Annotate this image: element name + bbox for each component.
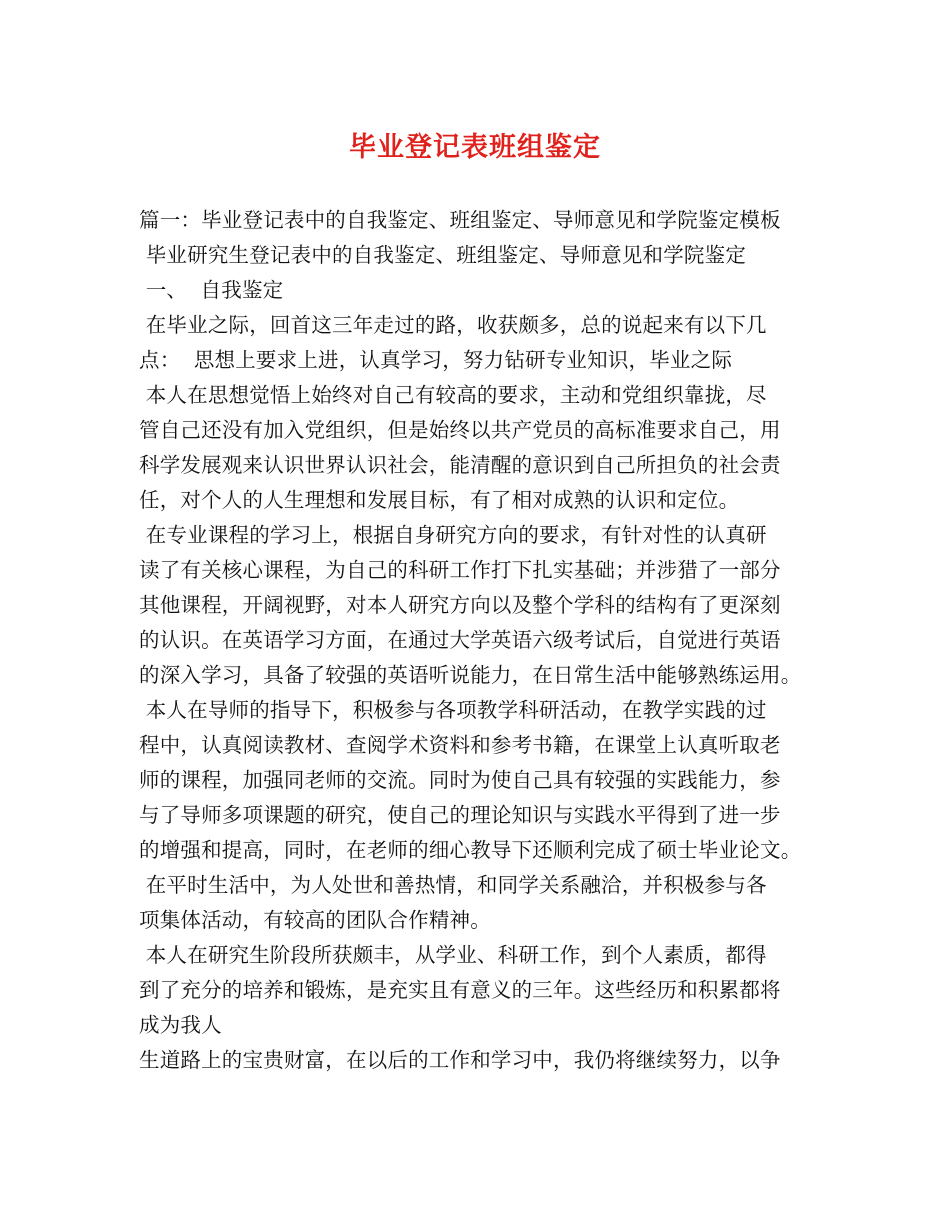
body-line: 科学发展观来认识世界认识社会，能清醒的意识到自己所担负的社会责 [139, 453, 781, 477]
body-line: 本人在导师的指导下，积极参与各项教学科研活动，在教学实践的过 [139, 698, 767, 722]
body-line: 在专业课程的学习上，根据自身研究方向的要求，有针对性的认真研 [139, 523, 767, 547]
body-line: 的增强和提高，同时，在老师的细心教导下还顺利完成了硕士毕业论文。 [139, 838, 802, 862]
body-line: 与了导师多项课题的研究，使自己的理论知识与实践水平得到了进一步 [139, 803, 781, 827]
document-body [139, 203, 819, 1078]
body-line: 管自己还没有加入党组织，但是始终以共产党员的高标准要求自己，用 [139, 418, 781, 442]
body-line: 其他课程，开阔视野，对本人研究方向以及整个学科的结构有了更深刻 [139, 593, 781, 617]
body-line: 在平时生活中，为人处世和善热情，和同学关系融洽，并积极参与各 [139, 873, 767, 897]
body-line: 本人在研究生阶段所获颇丰，从学业、科研工作，到个人素质，都得 [139, 943, 767, 967]
body-line: 成为我人 [139, 1013, 222, 1037]
body-line: 篇一：毕业登记表中的自我鉴定、班组鉴定、导师意见和学院鉴定模板 [139, 208, 781, 232]
body-line: 在毕业之际，回首这三年走过的路，收获颇多，总的说起来有以下几 [139, 313, 767, 337]
body-line: 毕业研究生登记表中的自我鉴定、班组鉴定、导师意见和学院鉴定 [139, 243, 747, 267]
body-line: 程中，认真阅读教材、查阅学术资料和参考书籍，在课堂上认真听取老 [139, 733, 781, 757]
body-line: 任，对个人的人生理想和发展目标，有了相对成熟的认识和定位。 [139, 488, 740, 512]
body-line: 项集体活动，有较高的团队合作精神。 [139, 908, 491, 932]
document-title: 毕业登记表班组鉴定 [349, 132, 601, 163]
body-line: 点： 思想上要求上进，认真学习，努力钻研专业知识，毕业之际 [139, 348, 733, 372]
body-line: 的深入学习，具备了较强的英语听说能力，在日常生活中能够熟练运用。 [139, 663, 802, 687]
body-line: 一、 自我鉴定 [139, 278, 284, 302]
body-line: 本人在思想觉悟上始终对自己有较高的要求，主动和党组织靠拢，尽 [139, 383, 767, 407]
body-line: 师的课程，加强同老师的交流。同时为使自己具有较强的实践能力，参 [139, 768, 781, 792]
body-line: 到了充分的培养和锻炼，是充实且有意义的三年。这些经历和积累都将 [139, 978, 781, 1002]
body-line: 生道路上的宝贵财富，在以后的工作和学习中，我仍将继续努力，以争 [139, 1048, 781, 1072]
body-line: 读了有关核心课程，为自己的科研工作打下扎实基础；并涉猎了一部分 [139, 558, 781, 582]
body-line: 的认识。在英语学习方面，在通过大学英语六级考试后，自觉进行英语 [139, 628, 781, 652]
